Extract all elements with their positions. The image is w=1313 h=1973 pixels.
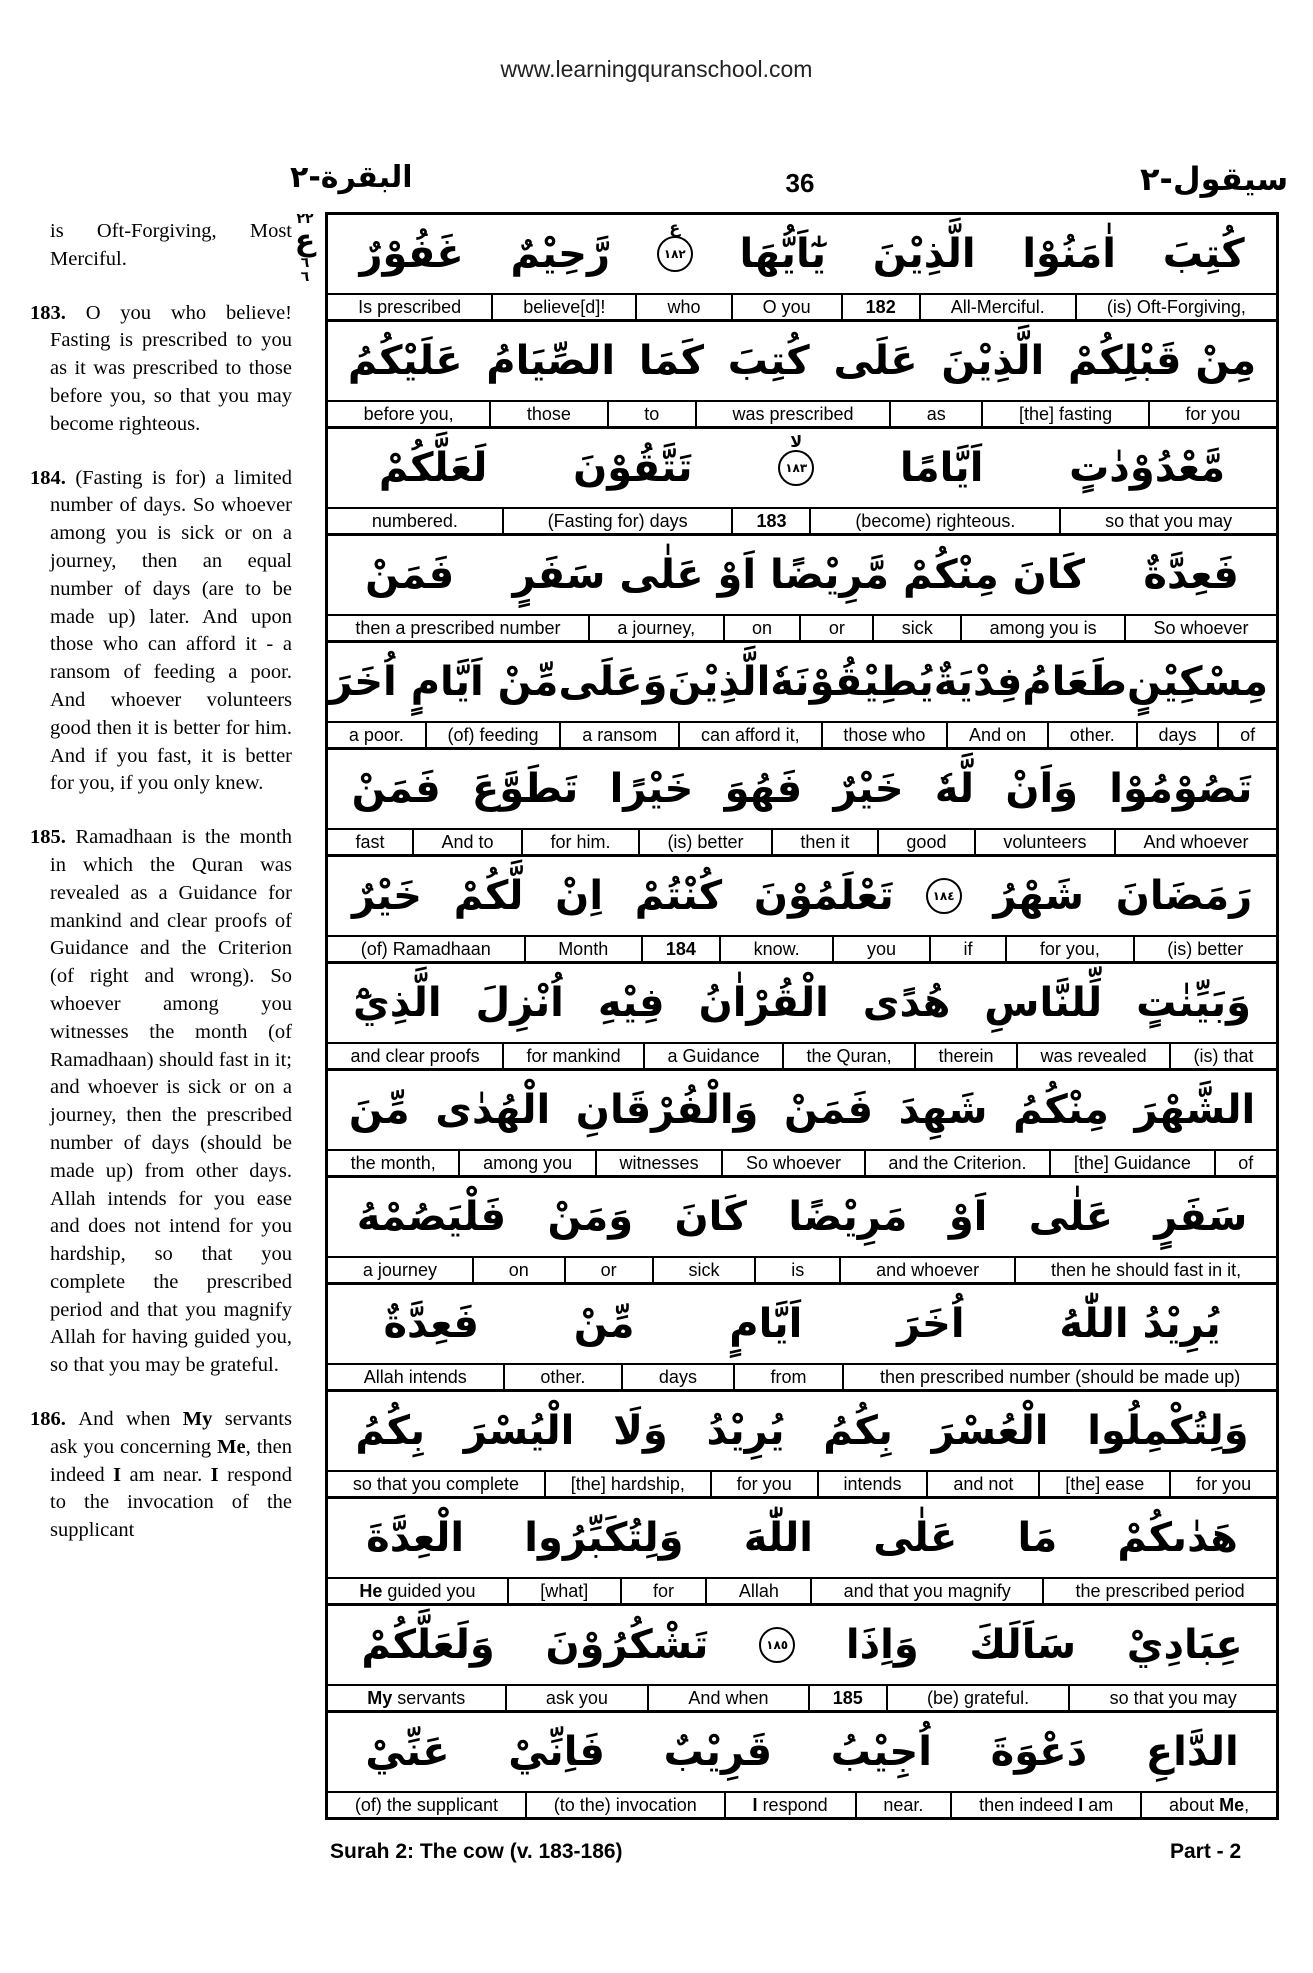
word-translation: [what] [507, 1579, 620, 1603]
word-translation: Month [524, 937, 641, 961]
word-translation: other. [503, 1365, 622, 1389]
arabic-word: اٰمَنُوْا [1022, 231, 1116, 277]
word-translation: O you [731, 295, 841, 319]
arabic-word: عَلَى [833, 338, 918, 384]
word-translation: of [1214, 1151, 1276, 1175]
arabic-word: وَلِتُكَبِّرُوا [524, 1515, 684, 1561]
arabic-word: فِيْهِ [597, 980, 665, 1026]
divine-pronoun: I [1078, 1795, 1084, 1815]
verse-translation [30, 300, 292, 439]
arabic-word: لَعَلَّكُمْ [378, 445, 488, 491]
word-translation: for you [1148, 402, 1276, 426]
word-translation: intends [817, 1472, 927, 1496]
word-translation: a ransom [559, 723, 678, 747]
waqf-sign-icon: ع [669, 218, 681, 237]
word-translation: or [799, 616, 872, 640]
divine-pronoun: Me [217, 1435, 246, 1458]
arabic-word: فِدْيَةٌ [933, 659, 1023, 705]
arabic-word: رَّحِيْمٌ [510, 231, 610, 277]
verse-line [328, 429, 1276, 536]
arabic-word: خَيْرٌ [833, 766, 904, 812]
verse-text: Ramadhaan is the month in which the Quran was revealed as a Guidance for mankind and clear proofs of Guidance and the Criterion (of right and wrong). So whoever among you witnesses the month (of Ramadhaan) should fast in it; and whoever is sick or on a journey, then the prescribed number of days (should be made up) from other days. Allah intends for you ease and does not intend for you hardship, so that you complete the prescribed period and that you magnify Allah for having guided you, so that you may be grateful. [50, 826, 292, 1377]
word-translation: days [621, 1365, 733, 1389]
translation-row [328, 402, 1276, 429]
arabic-word: لَّكُمْ [453, 873, 524, 919]
word-translation: [the] hardship, [544, 1472, 710, 1496]
ayah-number-cell: 184 [641, 937, 719, 961]
arabic-word: هَدٰىكُمْ [1117, 1515, 1238, 1561]
word-translation: a journey, [588, 616, 723, 640]
verse-line [328, 1392, 1276, 1499]
verse-line [328, 1178, 1276, 1285]
ayah-end-marker-icon [759, 1627, 795, 1663]
arabic-row [328, 1606, 1276, 1686]
word-translation: then indeed I am [950, 1793, 1140, 1817]
ayah-number: ١٨٣ [785, 461, 808, 475]
arabic-word: سَاَلَكَ [969, 1622, 1077, 1668]
arabic-word: وَمَنْ [547, 1194, 634, 1240]
arabic-word: كَانَ [674, 1194, 747, 1240]
word-translation: sick [652, 1258, 755, 1282]
arabic-word: يٰٓاَيُّهَا [739, 231, 826, 277]
translation-row [328, 723, 1276, 750]
word-translation: (is) better [1133, 937, 1276, 961]
arabic-word: اُنْزِلَ [475, 980, 564, 1026]
arabic-word: تَشْكُرُوْنَ [545, 1622, 709, 1668]
divine-pronoun: I [210, 1463, 219, 1486]
arabic-word: الَّذِيْنَ [872, 231, 976, 277]
word-translation: those [489, 402, 606, 426]
arabic-word: فَعِدَّةٌ [1143, 552, 1239, 598]
arabic-word: فَمَنْ [351, 766, 441, 812]
word-translation: So whoever [721, 1151, 863, 1175]
verse-number: 185. [30, 826, 76, 849]
juz-label: سيقول-٢ [1140, 160, 1289, 198]
verse-line [328, 322, 1276, 429]
word-translation: for you [1169, 1472, 1276, 1496]
word-translation: for [620, 1579, 706, 1603]
arabic-word: عَنِّيْ [365, 1729, 450, 1775]
word-translation: know. [719, 937, 832, 961]
word-translation: and the Criterion. [864, 1151, 1049, 1175]
divine-pronoun: My [182, 1408, 213, 1431]
arabic-word: عِبَادِيْ [1126, 1622, 1243, 1668]
arabic-word: مِنْكُمُ [1013, 1087, 1109, 1133]
word-translation: fast [355, 832, 385, 852]
word-translation: (of) feeding [425, 723, 560, 747]
arabic-row [328, 857, 1276, 937]
surah-info: Surah 2: The cow (v. 183-186) [330, 1840, 623, 1863]
arabic-word: اُخَرَ [897, 1301, 965, 1347]
translation-row [328, 1793, 1276, 1817]
verse-line [328, 1285, 1276, 1392]
verse-number: 186. [30, 1408, 79, 1431]
ayah-number-cell: 183 [731, 509, 809, 533]
translation-row [328, 509, 1276, 536]
arabic-word: الْعِدَّةَ [366, 1515, 465, 1561]
arabic-word: وَلَعَلَّكُمْ [361, 1622, 495, 1668]
arabic-word: اَيَّامًا [899, 445, 984, 491]
arabic-word: تَصُوْمُوْا [1109, 766, 1253, 812]
arabic-word: الشَّهْرَ [1134, 1087, 1256, 1133]
verse-text: respond to the invocation of the supplicant [50, 1463, 292, 1542]
word-translation: and that you magnify [810, 1579, 1042, 1603]
arabic-row [328, 1178, 1276, 1258]
verse-line [328, 536, 1276, 643]
word-translation: All-Merciful. [919, 295, 1075, 319]
ruku-sign-icon: ع [294, 223, 316, 258]
word-translation: (is) that [1169, 1044, 1276, 1068]
arabic-word: الَّذِيْنَ [667, 659, 771, 705]
translation-row [328, 1151, 1276, 1178]
arabic-word: كُتِبَ [727, 338, 810, 384]
word-translation: the month, [350, 1153, 436, 1173]
ayah-number-cell: 182 [841, 295, 919, 319]
arabic-word: هُدًى [862, 980, 951, 1026]
word-translation: to [607, 402, 695, 426]
word-translation: (of) Ramadhaan [360, 939, 491, 959]
verse-line [328, 1499, 1276, 1606]
word-translation: [the] Guidance [1049, 1151, 1213, 1175]
arabic-word: لَّهٗ [934, 766, 975, 812]
verse-line [328, 643, 1276, 750]
word-translation: before you, [363, 404, 454, 424]
word-translation: believe[d]! [491, 295, 635, 319]
word-translation: so that you may [1059, 509, 1276, 533]
word-translation: among you [458, 1151, 594, 1175]
arabic-word: مَا [1017, 1515, 1058, 1561]
arabic-word: مِسْكِيْنٍ [1126, 659, 1268, 705]
arabic-word: يُرِيْدُ اللّٰهُ [1059, 1301, 1221, 1347]
word-translation: And on [946, 723, 1047, 747]
arabic-row [328, 750, 1276, 830]
word-translation: who [635, 295, 730, 319]
word-translation: My servants [367, 1688, 466, 1708]
verse-text: , then indeed [50, 1435, 292, 1486]
word-translation: days [1136, 723, 1218, 747]
arabic-word: شَهِدَ [898, 1087, 988, 1133]
word-translation: (is) better [638, 830, 771, 854]
translation-row [328, 1472, 1276, 1499]
ayah-end-marker-icon [778, 432, 814, 486]
arabic-word: مِنْ قَبْلِكُمْ [1067, 338, 1257, 384]
word-translation: So whoever [1124, 616, 1276, 640]
ayah-number: ١٨٥ [766, 1638, 789, 1652]
arabic-word: كَمَا [638, 338, 704, 384]
verse-text: O you who believe! Fasting is prescribed to you as it was prescribed to those before you, so that you may become righteous. [50, 301, 292, 435]
word-translation: was revealed [1016, 1044, 1169, 1068]
arabic-row [328, 322, 1276, 402]
waqf-sign-icon: لا [790, 432, 803, 451]
arabic-word: عَلٰى [873, 1515, 958, 1561]
word-translation: And when [647, 1686, 808, 1710]
arabic-word: مَرِيْضًا [788, 1194, 908, 1240]
word-translation: (Fasting for) days [502, 509, 732, 533]
arabic-word: الدَّاعِ [1145, 1729, 1239, 1775]
verse-number: 183. [30, 301, 86, 324]
arabic-word: وَلَا [613, 1408, 668, 1454]
word-translation: and whoever [839, 1258, 1014, 1282]
ayah-number: ١٨٢ [663, 247, 686, 261]
arabic-row [328, 1499, 1276, 1579]
arabic-word: كُتِبَ [1162, 231, 1245, 277]
divine-pronoun: I [113, 1463, 122, 1486]
word-translation: on [723, 616, 800, 640]
arabic-word: الَّذِيْٓ [353, 980, 442, 1026]
word-translation: among you is [960, 616, 1124, 640]
word-translation: and not [926, 1472, 1038, 1496]
word-translation: can afford it, [678, 723, 820, 747]
arabic-word: وَبَيِّنٰتٍ [1136, 980, 1252, 1026]
verse-line [328, 750, 1276, 857]
arabic-word: فَمَنْ [784, 1087, 874, 1133]
word-translation: for you [710, 1472, 817, 1496]
arabic-word: سَفَرٍ [1154, 1194, 1248, 1240]
arabic-row [328, 643, 1276, 723]
arabic-word: الْقُرْاٰنُ [698, 980, 829, 1026]
arabic-word: فَهُوَ [724, 766, 803, 812]
word-translation: (of) the supplicant [354, 1795, 498, 1815]
word-translation: for him. [521, 830, 638, 854]
arabic-word: وَلِتُكْمِلُوا [1087, 1408, 1249, 1454]
verse-translation [30, 824, 292, 1380]
arabic-word: رَمَضَانَ [1115, 873, 1253, 919]
word-translation: [the] fasting [981, 402, 1147, 426]
arabic-row [328, 1713, 1276, 1793]
word-translation: on [472, 1258, 564, 1282]
word-translation: other. [1047, 723, 1136, 747]
arabic-word: كَانَ مِنْكُمْ مَّرِيْضًا اَوْ عَلٰى سَفَرٍ [512, 552, 1086, 598]
word-translation: those who [821, 723, 947, 747]
translation-row [328, 1686, 1276, 1713]
verse-line [328, 1071, 1276, 1178]
verse-line [328, 1713, 1276, 1817]
word-translation: a journey [362, 1260, 437, 1280]
arabic-word: يُرِيْدُ [706, 1408, 785, 1454]
arabic-row [328, 429, 1276, 509]
word-translation: witnesses [595, 1151, 721, 1175]
arabic-word: الصِّيَامُ [486, 338, 616, 384]
arabic-word: شَهْرُ [993, 873, 1084, 919]
word-translation: if [929, 937, 1005, 961]
verse-text: am near. [121, 1463, 211, 1486]
translation-row [328, 1365, 1276, 1392]
word-translation: sick [872, 616, 960, 640]
word-translation: ask you [505, 1686, 648, 1710]
arabic-word: فَعِدَّةٌ [383, 1301, 479, 1347]
divine-pronoun: My [367, 1688, 393, 1708]
word-translation: the Quran, [782, 1044, 914, 1068]
arabic-word: قَرِيْبٌ [663, 1729, 773, 1775]
word-translation: is [754, 1258, 839, 1282]
part-label: Part - 2 [1170, 1840, 1242, 1863]
word-translation: volunteers [974, 830, 1114, 854]
word-translation: for mankind [502, 1044, 643, 1068]
arabic-word: بِكُمُ [823, 1408, 893, 1454]
word-translation: you [832, 937, 928, 961]
word-translation: so that you complete [352, 1474, 519, 1494]
verse-line [328, 1606, 1276, 1713]
arabic-word: تَطَوَّعَ [471, 766, 579, 812]
arabic-word: وَاَنْ [1005, 766, 1079, 812]
arabic-word: يُطِيْقُوْنَهٗ [770, 659, 934, 705]
divine-pronoun: Me [1219, 1795, 1245, 1815]
arabic-word: الْيُسْرَ [463, 1408, 575, 1454]
word-translation: a poor. [348, 725, 404, 745]
arabic-word: خَيْرٌ [351, 873, 422, 919]
verse-text: is Oft-Forgiving, Most Merciful. [50, 220, 292, 270]
word-by-word-grid [325, 212, 1279, 1820]
ayah-number: ١٨٤ [932, 889, 955, 903]
ruku-marker [290, 212, 320, 284]
word-translation: then he should fast in it, [1014, 1258, 1276, 1282]
ruku-count-2: ٦ [300, 269, 310, 285]
translation-row [328, 830, 1276, 857]
arabic-word: الْهُدٰى [435, 1087, 551, 1133]
arabic-word: بِكُمُ [355, 1408, 426, 1454]
verse-line [328, 857, 1276, 964]
word-translation: and clear proofs [350, 1046, 480, 1066]
arabic-row [328, 964, 1276, 1044]
word-translation: Is prescribed [358, 297, 462, 317]
verse-text: (Fasting is for) a limited number of days. So whoever among you is sick or on a journey, then an equal number of days (are to be made up) later. And upon those who can afford it - a ransom of feeding a poor. And whoever volunteers good then it is better for him. And if you fast, it is better for you, if you only knew. [50, 466, 292, 795]
word-translation: good [877, 830, 974, 854]
word-translation: then prescribed number (should be made up) [842, 1365, 1276, 1389]
arabic-word: مِّنَ [348, 1087, 410, 1133]
arabic-word: اَيَّامٍ [729, 1301, 803, 1347]
verse-translation [30, 218, 292, 274]
word-translation: I respond [724, 1793, 855, 1817]
verse-line [328, 964, 1276, 1071]
site-url[interactable]: www.learningquranschool.com [500, 56, 813, 82]
arabic-word: مِّنْ اَيَّامٍ اُخَرَ [329, 659, 559, 705]
arabic-word: غَفُوْرٌ [359, 231, 464, 277]
word-translation: (to the) invocation [525, 1793, 724, 1817]
arabic-word: فَمَنْ [365, 552, 455, 598]
word-translation: And whoever [1114, 830, 1276, 854]
arabic-word: الَّذِيْنَ [941, 338, 1045, 384]
verse-text: servants ask you concerning [50, 1408, 292, 1458]
arabic-word: وَالْفُرْقَانِ [575, 1087, 759, 1133]
word-translation: Allah [705, 1579, 810, 1603]
arabic-word: اَوْ [948, 1194, 988, 1240]
divine-pronoun: I [752, 1795, 758, 1815]
ayah-end-marker-icon [657, 218, 693, 272]
arabic-word: فَلْيَصُمْهُ [356, 1194, 507, 1240]
arabic-row [328, 1392, 1276, 1472]
arabic-word: مِّنْ [573, 1301, 635, 1347]
arabic-word: عَلٰى [1028, 1194, 1113, 1240]
arabic-word: عَلَيْكُمُ [347, 338, 463, 384]
divine-pronoun: He [359, 1581, 383, 1601]
word-translation: as [889, 402, 981, 426]
word-translation: And to [412, 830, 521, 854]
arabic-word: وَاِذَا [845, 1622, 919, 1668]
page-number: 36 [785, 168, 815, 198]
side-translation [30, 218, 292, 1545]
translation-row [328, 1258, 1276, 1285]
word-translation: (be) grateful. [886, 1686, 1069, 1710]
word-translation: the prescribed period [1042, 1579, 1276, 1603]
arabic-word: تَتَّقُوْنَ [573, 445, 693, 491]
word-translation: then it [771, 830, 877, 854]
arabic-word: طَعَامُ [1022, 659, 1127, 705]
word-translation: near. [855, 1793, 951, 1817]
arabic-word: مَّعْدُوْدٰتٍ [1069, 445, 1226, 491]
word-translation: of [1217, 723, 1276, 747]
arabic-word: فَاِنِّيْ [508, 1729, 605, 1775]
word-translation: He guided you [359, 1581, 476, 1601]
word-translation: for you, [1005, 937, 1132, 961]
word-translation: then a prescribed number [355, 618, 561, 638]
ayah-end-marker-icon [926, 878, 962, 914]
arabic-word: تَعْلَمُوْنَ [753, 873, 894, 919]
word-translation: a Guidance [643, 1044, 782, 1068]
arabic-row [328, 1285, 1276, 1365]
arabic-row [328, 1071, 1276, 1151]
arabic-row [328, 215, 1276, 295]
word-translation: (is) Oft-Forgiving, [1075, 295, 1276, 319]
arabic-word: اللّٰهَ [743, 1515, 814, 1561]
translation-row [328, 295, 1276, 322]
verse-number: 184. [30, 466, 76, 489]
arabic-word: خَيْرًا [609, 766, 694, 812]
arabic-word: اُجِيْبُ [830, 1729, 932, 1775]
verse-translation [30, 1406, 292, 1545]
surah-label: البقرة-٢ [290, 160, 413, 195]
verse-line [328, 215, 1276, 322]
ayah-number-cell: 185 [808, 1686, 886, 1710]
word-translation: numbered. [371, 511, 458, 531]
word-translation: was prescribed [695, 402, 889, 426]
translation-row [328, 937, 1276, 964]
verse-text: And when [78, 1408, 183, 1431]
ruku-number: ٢٢ [296, 211, 314, 227]
arabic-word: وَعَلَى [558, 659, 668, 705]
translation-row [328, 616, 1276, 643]
translation-row [328, 1044, 1276, 1071]
word-translation: about Me, [1140, 1793, 1276, 1817]
word-translation: (become) righteous. [809, 509, 1059, 533]
word-translation: from [733, 1365, 843, 1389]
word-translation: therein [914, 1044, 1016, 1068]
ruku-count: ٦ [300, 255, 310, 271]
verse-translation [30, 465, 292, 799]
word-translation: so that you may [1068, 1686, 1276, 1710]
arabic-word: دَعْوَةَ [990, 1729, 1088, 1775]
word-translation: Allah intends [363, 1367, 467, 1387]
arabic-word: اِنْ [555, 873, 604, 919]
arabic-word: لِّلنَّاسِ [984, 980, 1103, 1026]
arabic-word: كُنْتُمْ [634, 873, 723, 919]
arabic-row [328, 536, 1276, 616]
word-translation: [the] ease [1038, 1472, 1169, 1496]
word-translation: or [564, 1258, 652, 1282]
arabic-word: الْعُسْرَ [931, 1408, 1049, 1454]
translation-row [328, 1579, 1276, 1606]
